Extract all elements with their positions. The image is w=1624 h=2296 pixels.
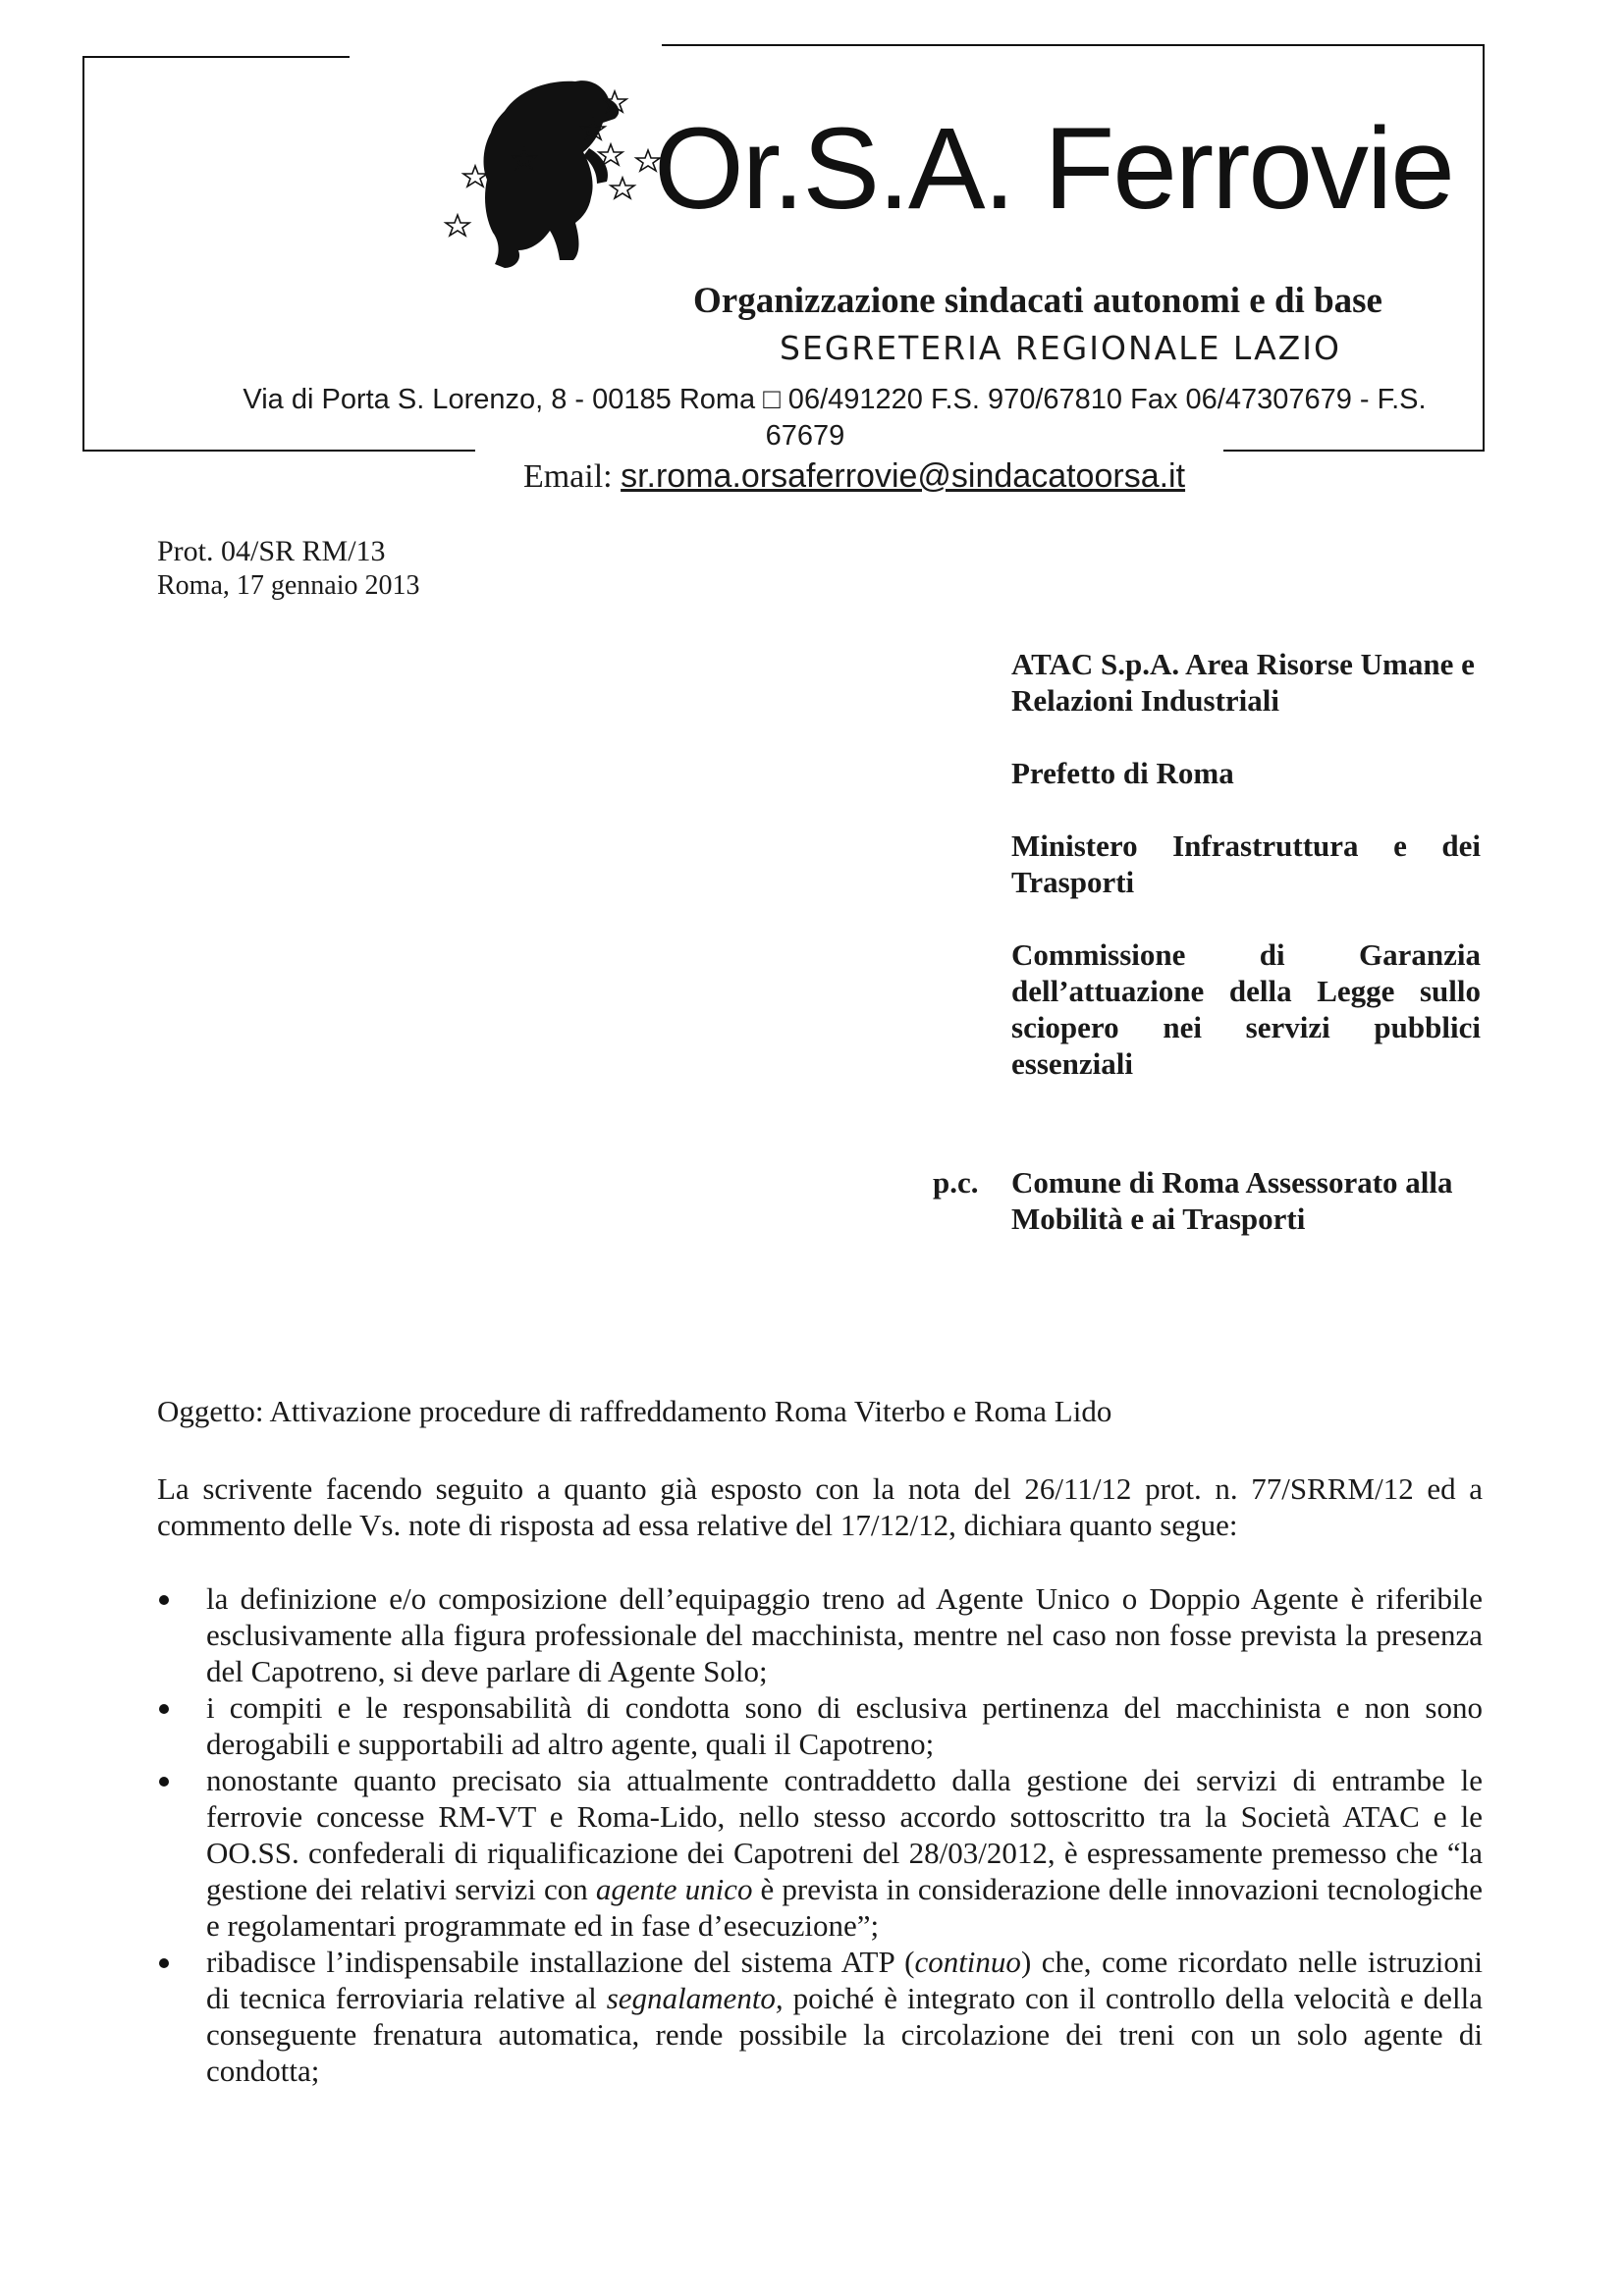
list-item (206, 1689, 1483, 1762)
bullet-icon (159, 1704, 169, 1714)
bullet-list (206, 1580, 1483, 2089)
address-line: Via di Porta S. Lorenzo, 8 - 00185 Roma □ 06/491220 F.S. 970/67810 Fax 06/47307679 - F.S. (243, 384, 1427, 415)
bullet-emphasis: agente unico (595, 1872, 753, 1906)
bullet-icon (159, 1958, 169, 1968)
bullet-icon (159, 1777, 169, 1787)
intro-paragraph: La scrivente facendo seguito a quanto già esposto con la nota del 26/11/12 prot. n. 77/SRRM/12 ed a commento delle Vs. note di risposta ad essa relative del 17/12/12, dichiara quanto segue: (157, 1471, 1483, 1542)
bullet-emphasis: segnalamento, (606, 1981, 784, 2015)
bullet-emphasis: continuo (914, 1945, 1021, 1979)
bullet-text: ) che, come ricordato nelle istruzioni di tecnica ferroviaria relative al (206, 1945, 1483, 2015)
letterhead-border-top-left (82, 56, 350, 58)
email-line (481, 456, 1227, 497)
email-link[interactable]: sr.roma.orsaferrovie@sindacatoorsa.it (621, 457, 1186, 495)
list-item (206, 1762, 1483, 1944)
recipient-atac: ATAC S.p.A. Area Risorse Umane e Relazioni Industriali (1011, 647, 1475, 718)
cc-label: p.c. (933, 1165, 979, 1200)
recipient-commissione: Commissione di Garanzia dell’attuazione della Legge sullo sciopero nei servizi pubblici essenziali (1011, 937, 1481, 1081)
recipients-list (1011, 646, 1481, 1118)
list-item (206, 1580, 1483, 1689)
letterhead-border-top-right (662, 44, 1485, 46)
recipient-ministero: Ministero Infrastruttura e dei Trasporti (1011, 828, 1481, 899)
brand-name: Or.S.A. Ferrovie (654, 104, 1453, 234)
place-date: Roma, 17 gennaio 2013 (157, 570, 420, 601)
letterhead-border-left (82, 56, 84, 452)
organization-name: Organizzazione sindacati autonomi e di base (693, 281, 1382, 321)
subject-line: Oggetto: Attivazione procedure di raffreddamento Roma Viterbo e Roma Lido (157, 1394, 1112, 1428)
bullet-text: ribadisce l’indispensabile installazione del sistema ATP ( (206, 1945, 915, 1979)
bullet-text: i compiti e le responsabilità di condotta sono di esclusiva pertinenza del macchinista e non sono derogabili e supportabili ad altro agente, quali il Capotreno; (206, 1690, 1483, 1761)
list-item (206, 1944, 1483, 2089)
bullet-text: è prevista in considerazione delle innovazioni tecnologiche e regolamentari programmate ed in fase d’esecuzione”; (206, 1872, 1483, 1943)
bullet-icon (159, 1595, 169, 1605)
department-name: SEGRETERIA REGIONALE LAZIO (780, 329, 1341, 367)
cc-recipient: Comune di Roma Assessorato alla Mobilità e ai Trasporti (1011, 1165, 1453, 1236)
address-line-continuation: 67679 (765, 420, 845, 452)
email-label: Email: (522, 458, 613, 495)
letterhead (82, 44, 1485, 495)
protocol-number: Prot. 04/SR RM/13 (157, 535, 386, 567)
bullet-text: la definizione e/o composizione dell’equipaggio treno ad Agente Unico o Doppio Agente è riferibile esclusivamente alla figura professionale del macchinista, mentre nel caso non fosse prevista la presenza del Capotreno, si deve parlare di Agente Solo; (206, 1581, 1483, 1688)
bullet-text: nonostante quanto precisato sia attualmente contraddetto dalla gestione dei servizi di entrambe le ferrovie concesse RM-VT e Roma-Lido, nello stesso accordo sottoscritto tra la Società ATAC e le OO.SS. confederali di riqualificazione dei Capotreni del 28/03/2012, è espressamente premesso che “la gestione dei relativi servizi con (206, 1763, 1483, 1906)
recipient-prefetto: Prefetto di Roma (1011, 756, 1234, 790)
bullet-text: poiché è integrato con il controllo della velocità e della conseguente frenatura automatica, rende possibile la circolazione dei treni con un solo agente di condotta; (206, 1981, 1484, 2088)
